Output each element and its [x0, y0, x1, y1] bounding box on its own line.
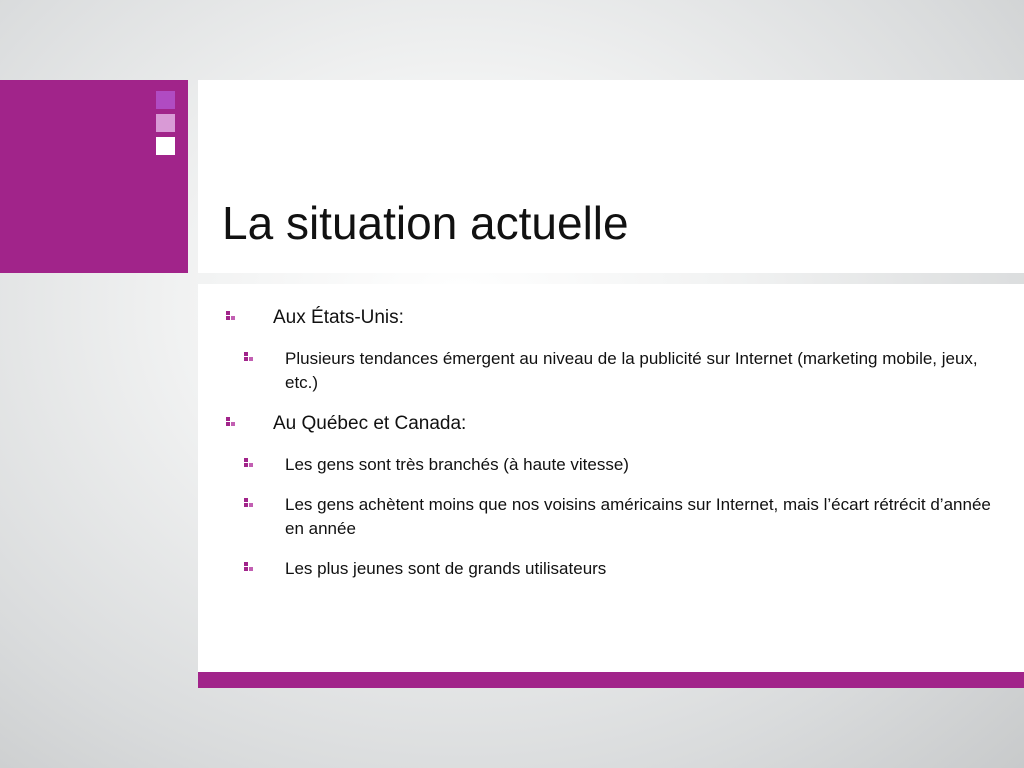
square-bullet-icon [226, 417, 238, 429]
decor-square-2 [156, 114, 175, 132]
decor-square-1 [156, 91, 175, 109]
sub-bullet-item: Les gens achètent moins que nos voisins américains sur Internet, mais l’écart rétrécit d’année en année [285, 495, 991, 538]
content-panel [198, 284, 1024, 672]
decor-square-3 [156, 137, 175, 155]
title-panel [198, 80, 1024, 273]
square-bullet-icon [244, 498, 256, 510]
square-bullet-icon [244, 562, 256, 574]
sub-bullet-item: Plusieurs tendances émergent au niveau de la publicité sur Internet (marketing mobile, jeux, etc.) [285, 349, 978, 392]
bottom-accent-bar [198, 672, 1024, 688]
bullet-item: Aux États-Unis: [273, 307, 404, 328]
square-bullet-icon [244, 458, 256, 470]
slide-title: La situation actuelle [222, 197, 629, 249]
bullet-item: Au Québec et Canada: [273, 413, 467, 434]
square-bullet-icon [244, 352, 256, 364]
square-bullet-icon [226, 311, 238, 323]
sub-bullet-item: Les plus jeunes sont de grands utilisateurs [285, 559, 607, 578]
sub-bullet-item: Les gens sont très branchés (à haute vitesse) [285, 455, 629, 474]
